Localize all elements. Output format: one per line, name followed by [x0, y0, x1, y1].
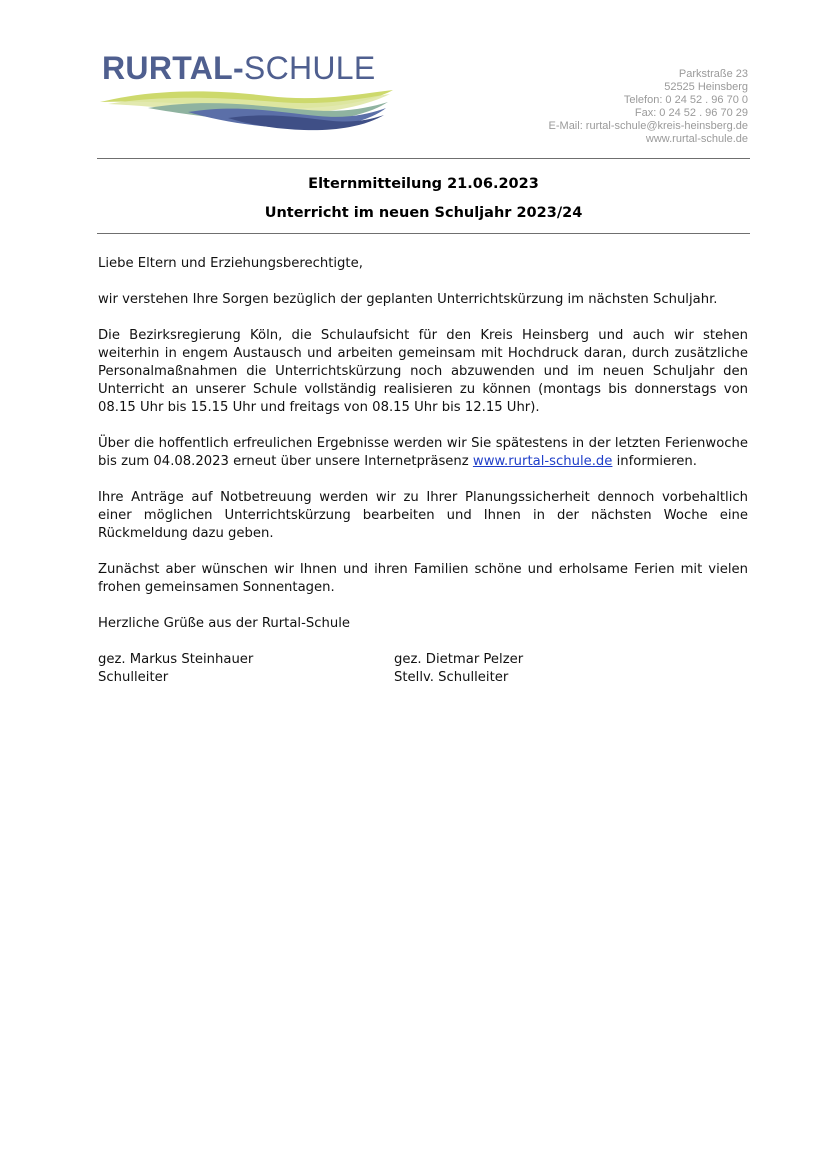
address-street: Parkstraße 23: [678, 68, 748, 80]
salutation: Liebe Eltern und Erziehungsberechtigte,: [98, 256, 363, 271]
signature-name: gez. Markus Steinhauer: [98, 652, 254, 667]
paragraph-results-text: Über die hoffentlich erfreulichen Ergebnisse werden wir Sie spätestens in der letzten Ferienwoche bis zum 04.08.2023 erneut über unsere Internetpräsenz: [98, 436, 748, 469]
paragraph-holiday-wishes: Zunächst aber wünschen wir Ihnen und ihren Familien schöne und erholsame Ferien mit vielen frohen gemeinsamen Sonnentagen.: [98, 562, 748, 595]
paragraph-authorities: Die Bezirksregierung Köln, die Schulaufsicht für den Kreis Heinsberg und auch wir stehen weiterhin in engem Austausch und arbeiten gemeinsam mit Hochdruck daran, durch zusätzliche Personalmaßnahmen die Unterrichtskürzung noch abzuwenden und im neuen Schuljahr den Unterricht an unserer Schule vollständig realisieren zu können (montags bis donnerstags von 08.15 Uhr bis 15.15 Uhr und freitags von 08.15 Uhr bis 12.15 Uhr).: [98, 328, 748, 415]
signature-deputy: [394, 651, 690, 687]
signature-role: Stellv. Schulleiter: [394, 670, 509, 685]
signature-principal: [98, 651, 394, 687]
signatures: [98, 651, 748, 687]
address-email: E-Mail: rurtal-schule@kreis-heinsberg.de: [548, 120, 748, 132]
logo-word-bold: RURTAL-: [102, 50, 244, 86]
signature-name: gez. Dietmar Pelzer: [394, 652, 524, 667]
letter-subtitle: Unterricht im neuen Schuljahr 2023/24: [264, 205, 583, 221]
address-fax: Fax: 0 24 52 . 96 70 29: [634, 107, 748, 119]
address-web: www.rurtal-schule.de: [645, 133, 748, 145]
letter-title: Elternmitteilung 21.06.2023: [308, 176, 539, 192]
letter-body: [98, 255, 748, 687]
website-link[interactable]: www.rurtal-schule.de: [472, 454, 613, 469]
paragraph-results-end: informieren.: [612, 454, 697, 469]
address-phone: Telefon: 0 24 52 . 96 70 0: [623, 94, 748, 106]
header-divider-top: [97, 158, 750, 159]
logo-wave-graphic: [98, 80, 398, 132]
paragraph-results: [98, 435, 748, 471]
address-city: 52525 Heinsberg: [664, 81, 748, 93]
header-divider-bottom: [97, 233, 750, 234]
school-address: [549, 68, 748, 146]
signature-role: Schulleiter: [98, 670, 169, 685]
closing: Herzliche Grüße aus der Rurtal-Schule: [98, 616, 350, 631]
school-logo: [98, 50, 398, 132]
logo-word-light: SCHULE: [243, 50, 376, 86]
paragraph-emergency-care: Ihre Anträge auf Notbetreuung werden wir zu Ihrer Planungssicherheit dennoch vorbehaltlich einer möglichen Unterrichtskürzung bearbeiten und Ihnen in der nächsten Woche eine Rückmeldung dazu geben.: [98, 490, 748, 541]
paragraph-concerns: wir verstehen Ihre Sorgen bezüglich der geplanten Unterrichtskürzung im nächsten Schuljahr.: [98, 292, 718, 307]
